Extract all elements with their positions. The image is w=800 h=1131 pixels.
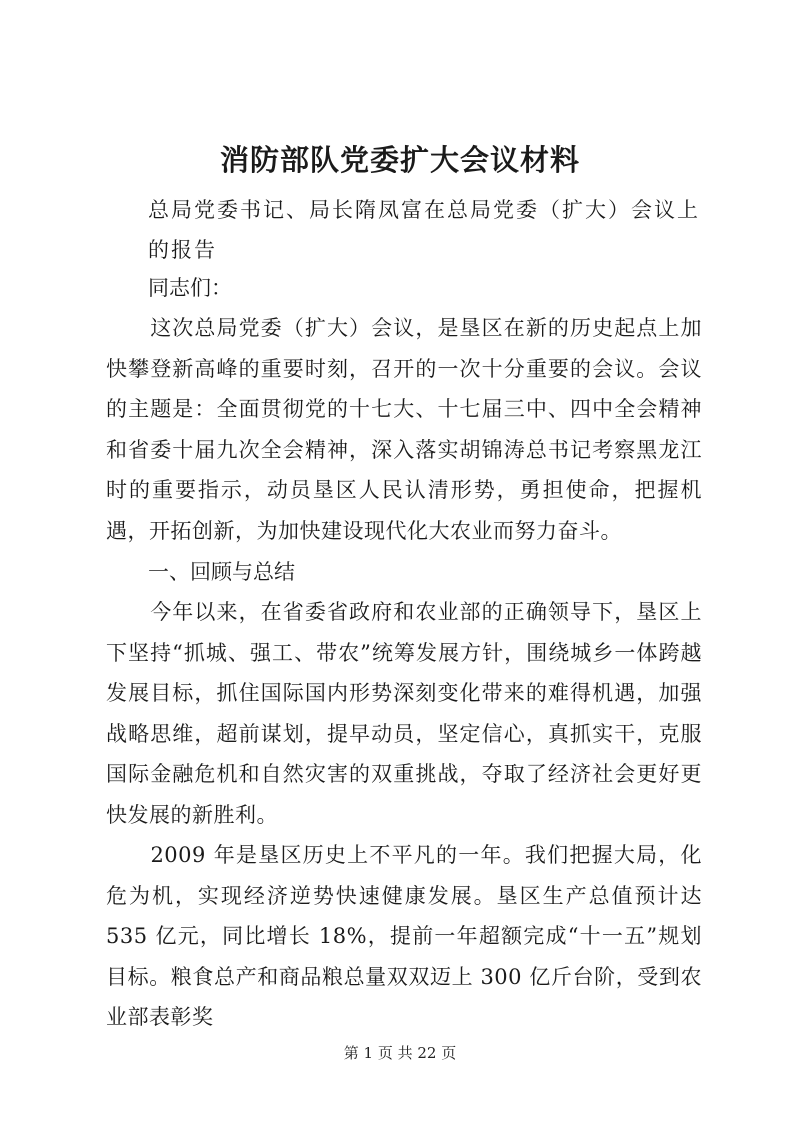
paragraph-intro: 这次总局党委（扩大）会议，是垦区在新的历史起点上加快攀登新高峰的重要时刻，召开的一次十分重要的会议。会议的主题是：全面贯彻党的十七大、十七届三中、四中全会精神和省委十届九次全会精神，深入落实胡锦涛总书记考察黑龙江时的重要指示，动员垦区人民认清形势，勇担使命，把握机遇，开拓创新，为加快建设现代化大农业而努力奋斗。 xyxy=(106,316,702,543)
paragraph-2009: 2009 年是垦区历史上不平凡的一年。我们把握大局，化危为机，实现经济逆势快速健康发展。垦区生产总值预计达 535 亿元，同比增长 18%，提前一年超额完成“十一五”规划目标。粮食总产和商品粮总量双双迈上 300 亿斤台阶，受到农业部表彰奖 xyxy=(106,843,702,1030)
document-subtitle: 总局党委书记、局长隋凤富在总局党委（扩大）会议上的报告 xyxy=(148,198,700,262)
section-heading: 一、回顾与总结 xyxy=(148,560,295,584)
document-title: 消防部队党委扩大会议材料 xyxy=(219,143,580,177)
page-number-footer: 第 1 页 共 22 页 xyxy=(343,1044,457,1062)
paragraph-review: 今年以来，在省委省政府和农业部的正确领导下，垦区上下坚持“抓城、强工、带农”统筹发展方针，围绕城乡一体跨越发展目标，抓住国际国内形势深刻变化带来的难得机遇，加强战略思维，超前谋划，提早动员，坚定信心，真抓实干，克服国际金融危机和自然灾害的双重挑战，夺取了经济社会更好更快发展的新胜利。 xyxy=(106,600,702,827)
greeting: 同志们： xyxy=(148,276,232,300)
